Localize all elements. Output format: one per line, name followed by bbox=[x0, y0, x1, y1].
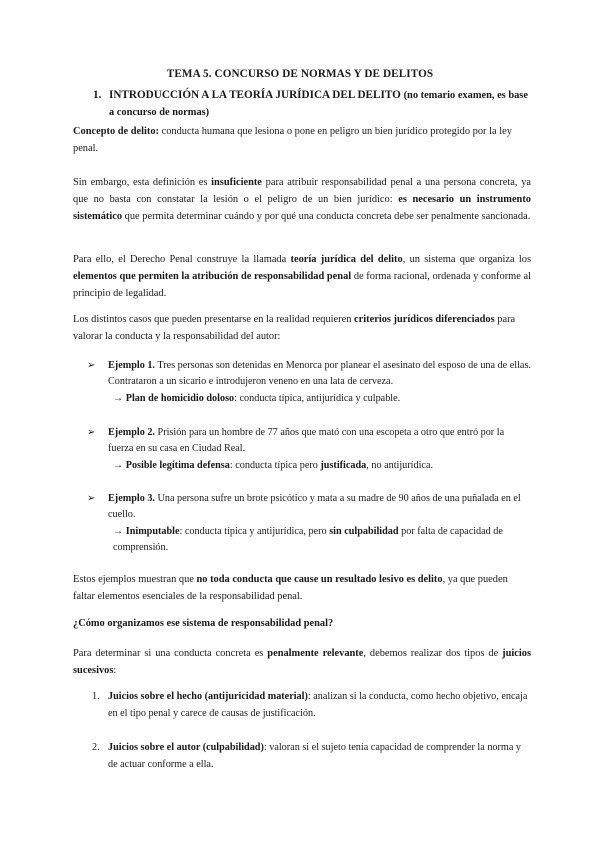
result-text: : conducta típica pero bbox=[229, 459, 321, 471]
result-text: : conducta típica, antijurídica y culpable. bbox=[234, 392, 401, 404]
section-number: 1. bbox=[93, 89, 102, 101]
example-result bbox=[87, 391, 531, 407]
section-heading-text: INTRODUCCIÓN A LA TEORÍA JURÍDICA DEL DELITO bbox=[109, 89, 401, 101]
text-run: para valorar la conducta y la responsabilidad del autor: bbox=[73, 314, 516, 343]
example-label: Ejemplo 3. bbox=[108, 493, 155, 504]
text-run: Estos ejemplos muestran que bbox=[73, 574, 197, 585]
cases-paragraph bbox=[73, 311, 531, 345]
judgment-item bbox=[92, 688, 532, 722]
text-run: Sin embargo, esta definición es bbox=[73, 177, 212, 188]
concept-text: conducta humana que lesiona o pone en peligro un bien jurídico protegido por la ley penal. bbox=[73, 126, 512, 155]
example-text: Prisión para un hombre de 77 años que mató con una escopeta a otro que entró por la fuerza en su casa en Ciudad Real. bbox=[108, 427, 505, 455]
theory-paragraph bbox=[73, 251, 531, 303]
bold-run: juicios sucesivos bbox=[73, 648, 531, 677]
text-run: para atribuir responsabilidad penal a una persona concreta, ya que no basta con constatar la lesión o el peligro de un bien jurídico: bbox=[73, 177, 532, 206]
judgment-text: : analizan si la conducta, como hecho objetivo, encaja en el tipo penal y carece de causas de justificación. bbox=[108, 691, 528, 719]
judgment-text: : valoran si el sujeto tenía capacidad de comprender la norma y de actuar conforme a ella. bbox=[108, 742, 521, 770]
right-arrow-icon: → bbox=[113, 459, 126, 471]
concept-label: Concepto de delito: bbox=[73, 126, 160, 137]
right-arrow-icon: → bbox=[113, 392, 126, 404]
text-run: , ya que pueden faltar elementos esenciales de la responsabilidad penal. bbox=[73, 574, 508, 603]
concept-paragraph bbox=[73, 123, 531, 157]
result-text: por falta de capacidad de comprensión. bbox=[113, 525, 503, 553]
bold-run: elementos que permiten la atribución de responsabilidad penal bbox=[73, 271, 352, 283]
bold-run: no toda conducta que cause un resultado lesivo es delito bbox=[196, 574, 443, 585]
result-text: , no antijurídica. bbox=[366, 459, 434, 471]
judgment-title: Juicios sobre el hecho (antijuricidad material) bbox=[108, 691, 308, 702]
result-bold: Inimputable bbox=[125, 525, 180, 537]
insufficiency-paragraph bbox=[73, 174, 531, 226]
result-bold: sin culpabilidad bbox=[329, 525, 399, 537]
example-text: Tres personas son detenidas en Menorca por planear el asesinato del esposo de una de ellas. Contrataron a un sicario e introdujeron veneno en una lata de cerveza. bbox=[108, 360, 531, 388]
judgment-title: Juicios sobre el autor (culpabilidad) bbox=[108, 742, 264, 753]
bold-run: teoría jurídica del delito bbox=[290, 254, 403, 265]
judgment-item bbox=[92, 739, 532, 773]
bold-run: insuficiente bbox=[211, 177, 262, 188]
example-result bbox=[87, 524, 531, 557]
result-bold: Plan de homicidio doloso bbox=[125, 392, 235, 404]
list-number: 2. bbox=[92, 742, 100, 753]
arrowhead-bullet-icon: ➢ bbox=[87, 360, 96, 371]
example-text: Una persona sufre un brote psicótico y mata a su madre de 90 años de una puñalada en el cuello. bbox=[108, 493, 521, 521]
section-heading bbox=[93, 87, 533, 121]
result-bold: justificada bbox=[320, 459, 367, 471]
determine-paragraph bbox=[73, 645, 531, 679]
result-text: : conducta típica y antijurídica, pero bbox=[179, 525, 330, 537]
text-run: que permita determinar cuándo y por qué una conducta concreta debe ser penalmente sancionada. bbox=[122, 211, 531, 223]
text-run: , un sistema que organiza los bbox=[402, 254, 532, 265]
question-heading: ¿Cómo organizamos ese sistema de responsabilidad penal? bbox=[73, 618, 334, 629]
arrowhead-bullet-icon: ➢ bbox=[87, 493, 96, 504]
text-run: de forma racional, ordenada y conforme al principio de legalidad. bbox=[73, 271, 531, 300]
example-result bbox=[87, 458, 531, 474]
example-label: Ejemplo 1. bbox=[108, 360, 155, 371]
example-item bbox=[87, 491, 531, 556]
section-heading-note: (no temario examen, es base a concurso de normas) bbox=[109, 90, 528, 118]
text-run: Para ello, el Derecho Penal construye la llamada bbox=[73, 254, 291, 265]
bold-run: criterios jurídicos diferenciados bbox=[354, 314, 495, 325]
document-title: TEMA 5. CONCURSO DE NORMAS Y DE DELITOS bbox=[166, 68, 434, 80]
text-run: Los distintos casos que pueden presentarse en la realidad requieren bbox=[73, 314, 355, 325]
list-number: 1. bbox=[92, 691, 100, 702]
example-item bbox=[87, 425, 531, 474]
right-arrow-icon: → bbox=[113, 525, 126, 537]
arrowhead-bullet-icon: ➢ bbox=[87, 427, 96, 438]
bold-run: es necesario un instrumento sistemático bbox=[73, 194, 531, 223]
conclusion-paragraph bbox=[73, 571, 531, 605]
example-item bbox=[87, 358, 531, 407]
text-run: Para determinar si una conducta concreta es bbox=[73, 648, 268, 659]
text-run: , debemos realizar dos tipos de bbox=[363, 648, 503, 659]
example-label: Ejemplo 2. bbox=[108, 427, 155, 438]
text-run: : bbox=[113, 665, 117, 677]
result-bold: Posible legítima defensa bbox=[125, 459, 230, 471]
bold-run: penalmente relevante bbox=[267, 648, 364, 659]
